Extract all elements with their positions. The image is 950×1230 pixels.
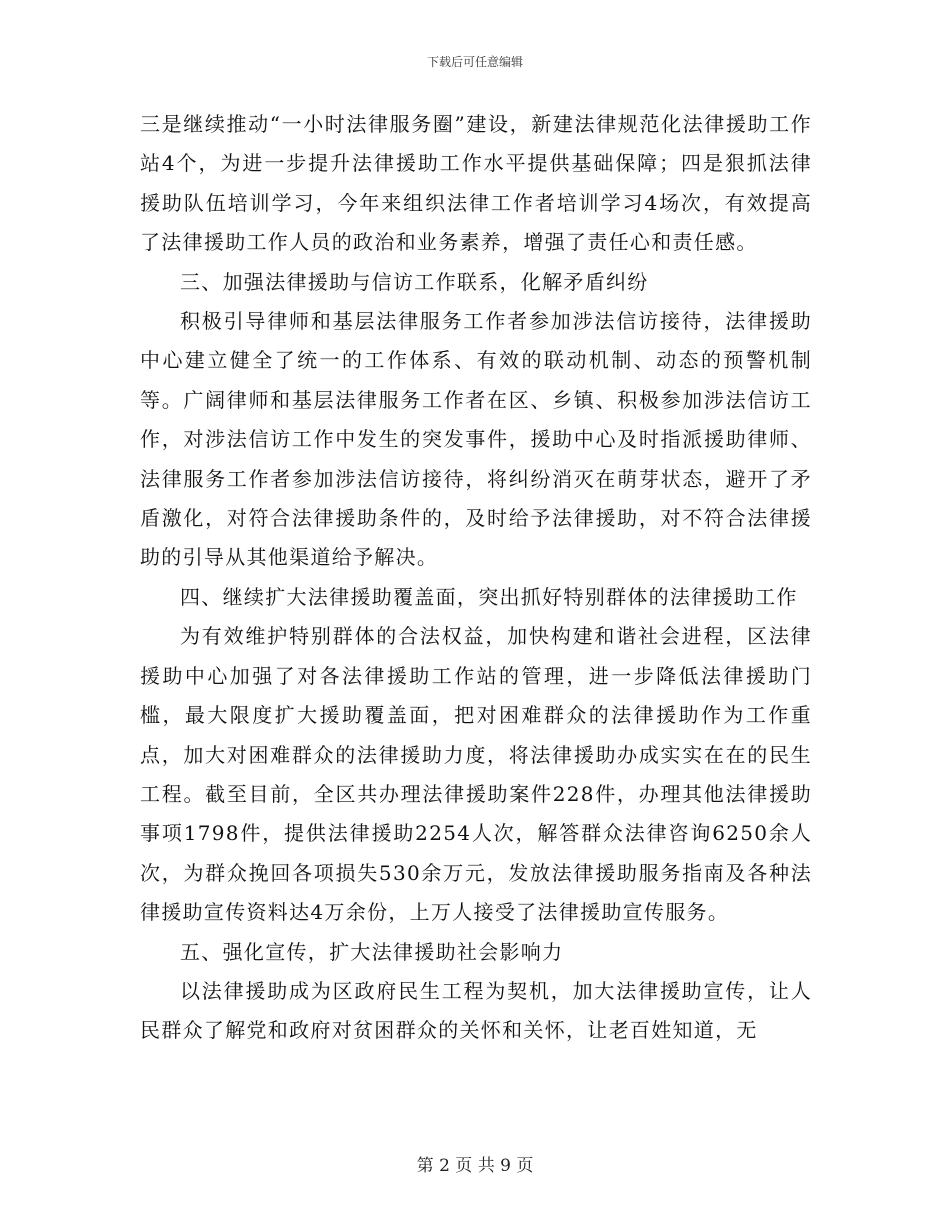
paragraph-coverage-statistics: 为有效维护特别群体的合法权益，加快构建和谐社会进程，区法律援助中心加强了对各法律援助工作站的管理，进一步降低法律援助门槛，最大限度扩大援助覆盖面，把对困难群众的法律援助作为工作重点，加大对困难群众的法律援助力度，将法律援助办成实实在在的民生工程。截至目前，全区共办理法律援助案件228件，办理其他法律援助事项1798件，提供法律援助2254人次，解答群众法律咨询6250余人次，为群众挽回各项损失530余万元，发放法律援助服务指南及各种法律援助宣传资料达4万余份，上万人接受了法律援助宣传服务。 bbox=[140, 624, 812, 925]
section-heading-3: 三、加强法律援助与信访工作联系，化解矛盾纠纷 bbox=[180, 269, 649, 294]
section-heading-5: 五、强化宣传，扩大法律援助社会影响力 bbox=[180, 939, 564, 964]
paragraph-publicity: 以法律援助成为区政府民生工程为契机，加大法律援助宣传，让人民群众了解党和政府对贫困群众的关怀和关怀，让老百姓知道，无 bbox=[140, 978, 812, 1043]
paragraph-petition-work: 积极引导律师和基层法律服务工作者参加涉法信访接待，法律援助中心建立健全了统一的工作体系、有效的联动机制、动态的预警机制等。广阔律师和基层法律服务工作者在区、乡镇、积极参加涉法信访工作，对涉法信访工作中发生的突发事件，援助中心及时指派援助律师、法律服务工作者参加涉法信访接待，将纠纷消灭在萌芽状态，避开了矛盾激化，对符合法律援助条件的，及时给予法律援助，对不符合法律援助的引导从其他渠道给予解决。 bbox=[140, 309, 812, 570]
page-number-footer: 第 2 页 共 9 页 bbox=[416, 1156, 534, 1176]
page-header: 下载后可任意编辑 bbox=[426, 55, 523, 69]
section-heading-4: 四、继续扩大法律援助覆盖面，突出抓好特别群体的法律援助工作 bbox=[180, 584, 798, 609]
document-body bbox=[140, 105, 812, 1051]
paragraph-continued-measures: 三是继续推动“一小时法律服务圈”建设，新建法律规范化法律援助工作站4个，为进一步提升法律援助工作水平提供基础保障；四是狠抓法律援助队伍培训学习，今年来组织法律工作者培训学习4场次，有效提高了法律援助工作人员的政治和业务素养，增强了责任心和责任感。 bbox=[140, 112, 812, 255]
